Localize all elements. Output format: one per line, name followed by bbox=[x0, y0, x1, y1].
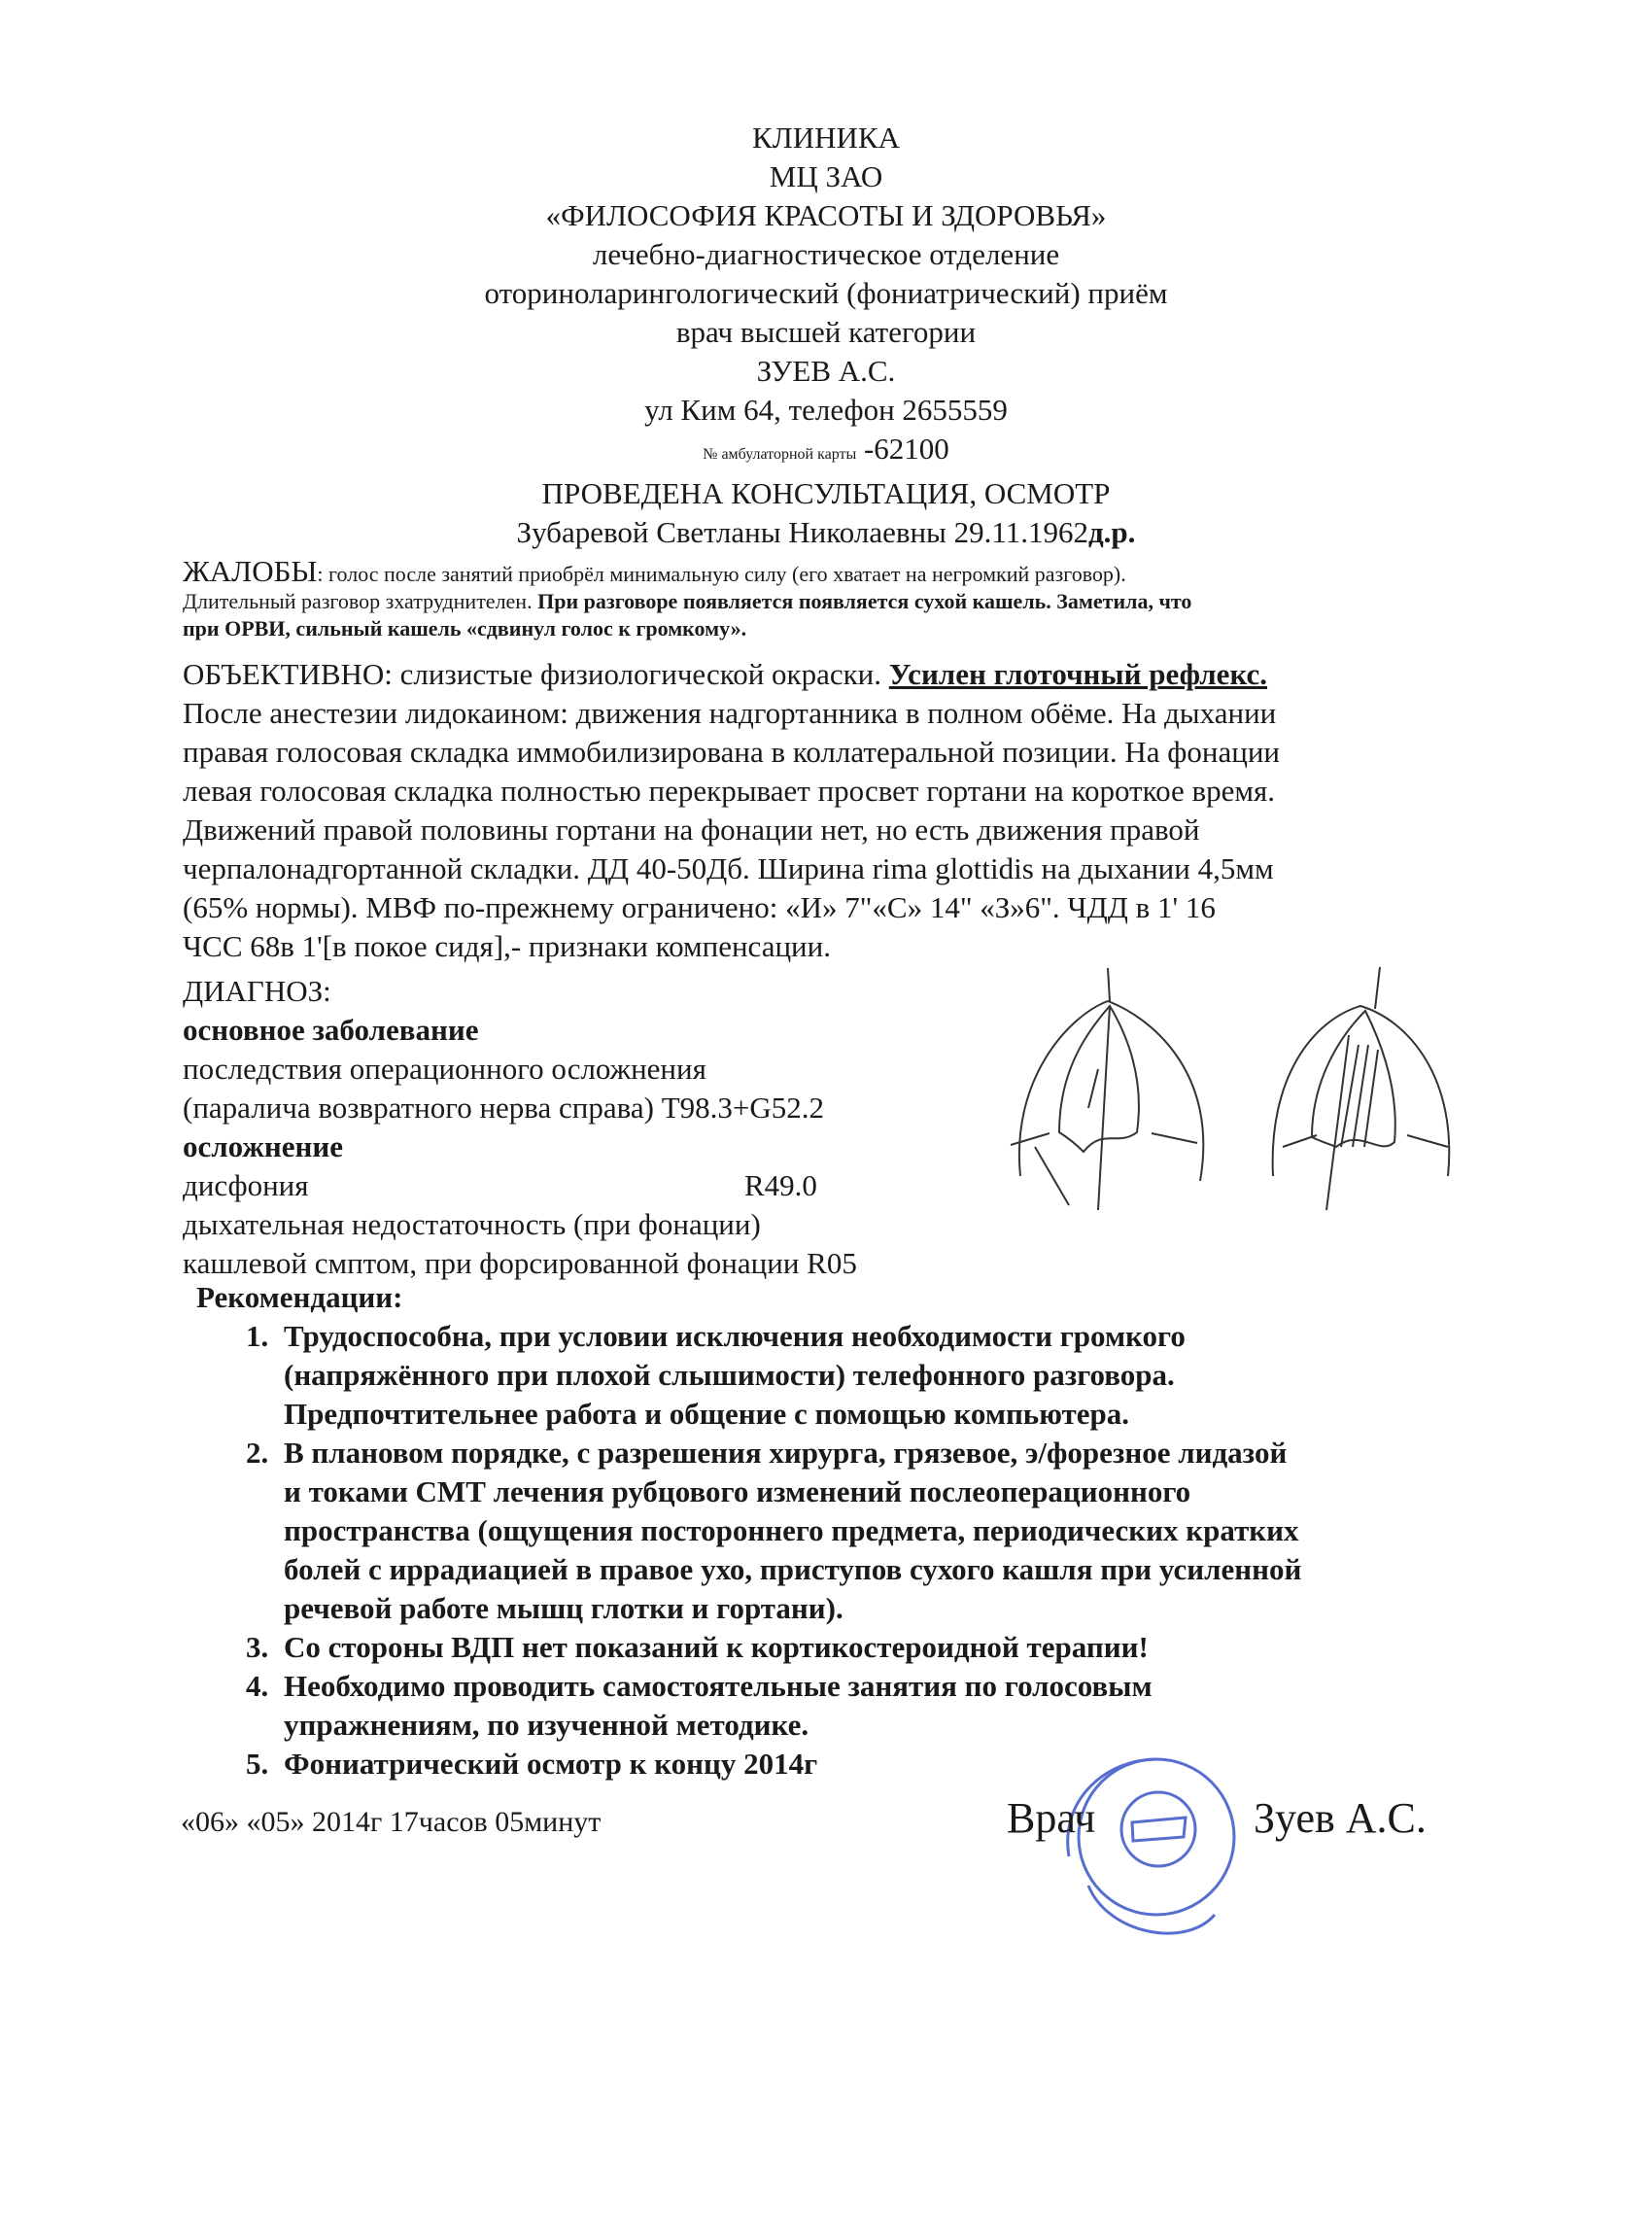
objective-highlight: Усилен глоточный рефлекс. bbox=[888, 657, 1268, 691]
complaints-line-3 bbox=[183, 615, 1485, 642]
rec-5-line-1: 5. Фониатрический осмотр к концу 2014г bbox=[284, 1747, 818, 1781]
objective-line-3: правая голосовая складка иммобилизирована в коллатеральной позиции. На фонации bbox=[183, 735, 1281, 769]
rec-4-line-1: 4. Необходимо проводить самостоятельные занятия по голосовым bbox=[284, 1669, 1153, 1703]
larynx-sketch-left bbox=[1011, 968, 1203, 1210]
rec-4-line-2: упражнениям, по изученной методике. bbox=[284, 1708, 809, 1742]
objective-line-7: (65% нормы). МВФ по-прежнему ограничено: «И» 7"«С» 14" «З»6". ЧДД в 1' 16 bbox=[183, 890, 1216, 924]
complaints-line-1 bbox=[183, 554, 1485, 588]
rec-2-line-2: и токами СМТ лечения рубцового изменений послеоперационного bbox=[284, 1474, 1191, 1508]
complaints-line-2 bbox=[183, 588, 1485, 615]
objective-text-1: : слизистые физиологической окраски. bbox=[384, 657, 889, 691]
recommendations-list bbox=[183, 1317, 1485, 1784]
dysphonia-code: R49.0 bbox=[744, 1168, 817, 1202]
clinic-address: ул Ким 64, телефон 2655559 bbox=[644, 393, 1008, 427]
dob-suffix: д.р. bbox=[1088, 515, 1136, 549]
recommendation-item bbox=[276, 1667, 1485, 1745]
rec-2-line-5: речевой работе мышц глотки и гортани). bbox=[284, 1591, 843, 1625]
main-disease-line-1: последствия операционного осложнения bbox=[183, 1052, 706, 1086]
cough-line: кашлевой смптом, при форсированной фонации R05 bbox=[183, 1246, 857, 1280]
objective-line-4: левая голосовая складка полностью перекрывает просвет гортани на короткое время. bbox=[183, 774, 1275, 808]
card-label: № амбулаторной карты bbox=[703, 446, 857, 463]
signature-doctor-label: Врач bbox=[1007, 1794, 1096, 1842]
organization: МЦ ЗАО bbox=[769, 159, 883, 193]
rec-2-line-4: болей с иррадиацией в правое ухо, приступов сухого кашля при усиленной bbox=[284, 1552, 1302, 1586]
objective-line-6: черпалонадгортанной складки. ДД 40-50Дб. Ширина rima glottidis на дыхании 4,5мм bbox=[183, 851, 1274, 885]
complication-label: осложнение bbox=[183, 1129, 343, 1163]
objective-line-8: ЧСС 68в 1'[в покое сидя],- признаки компенсации. bbox=[183, 929, 831, 963]
respiratory-line: дыхательная недостаточность (при фонации) bbox=[183, 1207, 761, 1241]
objective-section bbox=[183, 655, 1485, 966]
department: лечебно-диагностическое отделение bbox=[592, 237, 1060, 271]
dysphonia-text: дисфония bbox=[183, 1168, 309, 1202]
signature-doctor-name: Зуев А.С. bbox=[1254, 1794, 1427, 1842]
patient-name: Зубаревой Светланы Николаевны 29.11.1962 bbox=[516, 515, 1088, 549]
doctor-category: врач высшей категории bbox=[675, 315, 977, 349]
rec-1-line-2: (напряжённого при плохой слышимости) телефонного разговора. bbox=[284, 1358, 1175, 1392]
main-disease-label: основное заболевание bbox=[183, 1013, 479, 1047]
complaints-section bbox=[183, 554, 1485, 642]
rec-1-line-3: Предпочтительнее работа и общение с помощью компьютера. bbox=[284, 1397, 1129, 1431]
document-header bbox=[0, 119, 1652, 552]
recommendation-item bbox=[276, 1317, 1485, 1434]
diagnosis-label: ДИАГНОЗ: bbox=[183, 974, 331, 1008]
complaints-text-2-bold: При разговоре появляется появляется сухой кашель. Заметила, что bbox=[537, 589, 1192, 613]
card-number: -62100 bbox=[863, 432, 949, 466]
objective-line-2: После анестезии лидокаином: движения надгортанника в полном обёме. На дыхании bbox=[183, 696, 1277, 730]
objective-line-5: Движений правой половины гортани на фонации нет, но есть движения правой bbox=[183, 813, 1200, 847]
patient-line bbox=[0, 513, 1652, 552]
recommendations-section bbox=[183, 1278, 1485, 1784]
rec-2-line-1: 2. В плановом порядке, с разрешения хирурга, грязевое, э/форезное лидазой bbox=[284, 1436, 1288, 1470]
consultation-title: ПРОВЕДЕНА КОНСУЛЬТАЦИЯ, ОСМОТР bbox=[541, 476, 1111, 510]
reception-type: оториноларингологический (фониатрический) приём bbox=[484, 276, 1168, 310]
card-number-line bbox=[0, 430, 1652, 474]
organization-name: «ФИЛОСОФИЯ КРАСОТЫ И ЗДОРОВЬЯ» bbox=[545, 198, 1107, 232]
objective-line-1 bbox=[183, 655, 1485, 694]
recommendation-item bbox=[276, 1434, 1485, 1628]
recommendation-item bbox=[276, 1628, 1485, 1667]
complaints-text-1: : голос после занятий приобрёл минимальную силу (его хватает на негромкий разговор). bbox=[317, 562, 1126, 586]
doctor-stamp bbox=[1050, 1740, 1263, 1963]
larynx-sketches bbox=[991, 962, 1497, 1225]
recommendations-title: Рекомендации: bbox=[196, 1280, 403, 1314]
doctor-header-name: ЗУЕВ А.С. bbox=[756, 354, 896, 388]
clinic-label: КЛИНИКА bbox=[752, 121, 900, 155]
rec-3-line-1: 3. Со стороны ВДП нет показаний к кортикостероидной терапии! bbox=[284, 1630, 1149, 1664]
rec-1-line-1: 1. Трудоспособна, при условии исключения необходимости громкого bbox=[284, 1319, 1186, 1353]
complaints-text-3-bold: при ОРВИ, сильный кашель «сдвинул голос к громкому». bbox=[183, 616, 747, 641]
larynx-sketch-right bbox=[1273, 967, 1450, 1210]
rec-2-line-3: пространства (ощущения постороннего предмета, периодических кратких bbox=[284, 1513, 1299, 1547]
objective-label: ОБЪЕКТИВНО bbox=[183, 657, 385, 691]
complaints-label: ЖАЛОБЫ bbox=[183, 554, 318, 588]
footer-date: «06» «05» 2014г 17часов 05минут bbox=[181, 1806, 602, 1838]
main-disease-line-2: (паралича возвратного нерва справа) T98.3+G52.2 bbox=[183, 1091, 825, 1125]
complaints-text-2: Длительный разговор зхатруднителен. bbox=[183, 589, 538, 613]
recommendation-item bbox=[276, 1745, 1485, 1784]
